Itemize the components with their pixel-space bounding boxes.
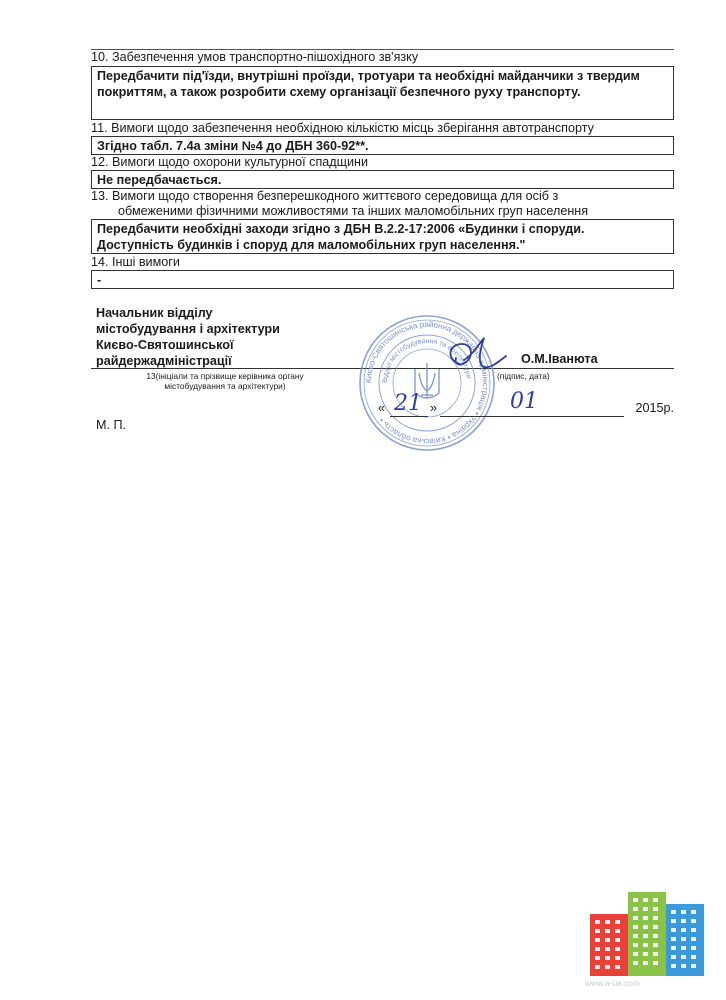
green-building-icon	[628, 892, 666, 976]
section-12-text: Не передбачається.	[97, 173, 222, 187]
section-11-box	[91, 136, 674, 155]
section-14-heading: 14. Інші вимоги	[91, 255, 180, 269]
section-10-heading: 10. Забезпечення умов транспортно-пішохідного зв'язку	[91, 50, 419, 64]
date-day: 21	[394, 391, 422, 416]
date-day-line	[390, 416, 428, 417]
stamp-ring-text: Києво-Святошинська районна державна адміністрація • Україна • Київська область •	[363, 319, 491, 447]
signatory-name: О.М.Іванюта	[521, 352, 598, 366]
date-open-quote: «	[378, 401, 386, 415]
seal-label: М. П.	[96, 418, 127, 432]
section-14-text: -	[97, 273, 102, 287]
section-13-heading-line1: 13. Вимоги щодо створення безперешкодного життєвого середовища для осіб з	[91, 189, 559, 203]
signatory-title-line: райдержадміністрації	[96, 354, 232, 368]
section-10-text: Передбачити під'їзди, внутрішні проїзди, тротуари та необхідні майданчики з твердим покриттям, а також розробити схему організації безпечного руху транспорту.	[97, 69, 640, 99]
signatory-title-line: містобудування і архітектури	[96, 322, 280, 336]
date-close-quote: »	[430, 401, 438, 415]
date-row	[378, 389, 674, 419]
watermark: www.a-ua.com	[585, 978, 640, 988]
signatory-title-line: Києво-Святошинської	[96, 338, 234, 352]
section-11-text: Згідно табл. 7.4а зміни №4 до ДБН 360-92**.	[97, 139, 369, 153]
date-month: 01	[510, 389, 538, 414]
section-13-heading	[91, 189, 674, 219]
section-12-heading: 12. Вимоги щодо охорони культурної спадщини	[91, 155, 369, 169]
section-13-heading-line2: обмеженими фізичними можливостями та інших маломобільних груп населення	[118, 204, 589, 218]
red-building-icon	[590, 914, 628, 976]
section-10-box	[91, 66, 674, 120]
stamp-inner-text: Відділ містобудування та архітектури	[381, 337, 472, 384]
section-13-text-line1: Передбачити необхідні заходи згідно з ДБН В.2.2-17:2006 «Будинки і споруди.	[97, 222, 585, 236]
signatory-title	[96, 305, 280, 369]
section-13-text-line2: Доступність будинків і споруд для маломобільних груп населення."	[97, 238, 526, 252]
buildings-logo	[588, 888, 706, 978]
date-year: 2015р.	[635, 401, 674, 415]
section-11-heading: 11. Вимоги щодо забезпечення необхідною кількістю місць зберігання автотранспорту	[91, 121, 594, 135]
handwritten-signature	[440, 334, 510, 384]
section-12-box	[91, 170, 674, 189]
section-14-box	[91, 270, 674, 289]
top-rule	[91, 49, 674, 50]
section-13-box	[91, 219, 674, 254]
caption-signature-date: (підпис, дата)	[497, 371, 550, 381]
date-month-line	[440, 416, 624, 417]
signatory-title-line: Начальник відділу	[96, 306, 213, 320]
blue-building-icon	[666, 904, 704, 976]
caption-name-position: 13(ініціали та прізвище керівника органу містобудування та архітектури)	[146, 371, 304, 391]
